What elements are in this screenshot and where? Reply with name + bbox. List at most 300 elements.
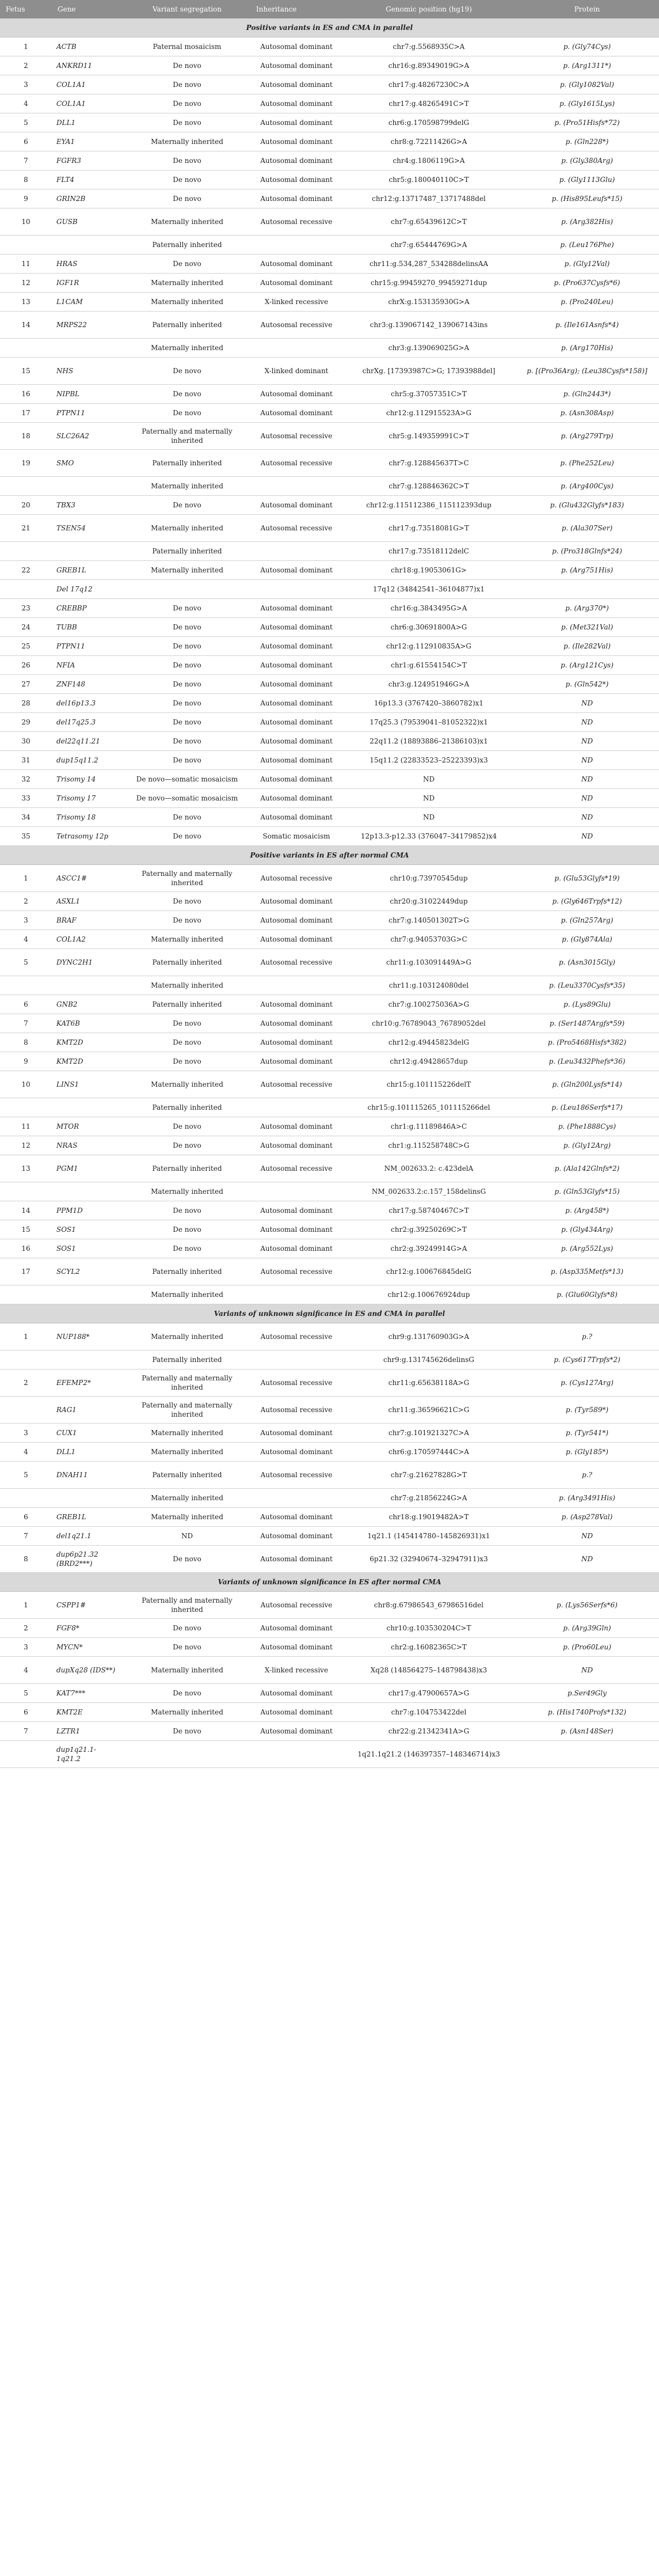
cell-inheritance: Autosomal dominant [250, 930, 342, 949]
table-row [0, 37, 659, 56]
cell-inheritance: Autosomal recessive [250, 1155, 342, 1182]
cell-inheritance [250, 1098, 342, 1117]
cell-protein: ND [515, 1527, 659, 1546]
cell-inheritance: Autosomal dominant [250, 892, 342, 911]
cell-fetus: 16 [0, 385, 52, 404]
header-row [0, 0, 659, 18]
cell-protein [515, 1741, 659, 1768]
header-inheritance: Inheritance [250, 0, 342, 18]
cell-inheritance: Autosomal dominant [250, 789, 342, 808]
cell-genomic-position: chr11:g.65638118A>G [342, 1369, 515, 1397]
cell-protein: p. (Arg170His) [515, 339, 659, 358]
cell-genomic-position: 1q21.1q21.2 (146397357–148346714)x3 [342, 1741, 515, 1768]
cell-genomic-position: NM_002633.2: c.423delA [342, 1155, 515, 1182]
cell-variant-segregation: Paternally inherited [124, 1258, 250, 1285]
cell-genomic-position: chr11:g.534,287_534288delinsAA [342, 255, 515, 274]
cell-fetus: 15 [0, 1220, 52, 1239]
table-row [0, 1462, 659, 1489]
cell-protein: p. (Asp278Val) [515, 1508, 659, 1527]
table-row [0, 1052, 659, 1071]
cell-variant-segregation: Maternally inherited [124, 1424, 250, 1443]
cell-inheritance: Autosomal dominant [250, 170, 342, 189]
cell-inheritance: Autosomal dominant [250, 255, 342, 274]
cell-protein: p. (Gly12Arg) [515, 1136, 659, 1155]
header-variant-segregation: Variant segregation [124, 0, 250, 18]
cell-gene: NHS [52, 358, 124, 385]
cell-inheritance: X-linked recessive [250, 1657, 342, 1684]
table-row [0, 1350, 659, 1369]
cell-variant-segregation: Maternally inherited [124, 930, 250, 949]
cell-protein: p. (Lys56Serfs*6) [515, 1592, 659, 1619]
cell-fetus: 5 [0, 1462, 52, 1489]
cell-gene: dup1q21.1-1q21.2 [52, 1741, 124, 1768]
cell-protein: p. (Leu186Serfs*17) [515, 1098, 659, 1117]
cell-gene: del1q21.1 [52, 1527, 124, 1546]
cell-protein: ND [515, 808, 659, 827]
cell-gene [52, 236, 124, 255]
cell-variant-segregation: Paternally and maternally inherited [124, 1592, 250, 1619]
table-row [0, 293, 659, 312]
cell-genomic-position: chr16:g.3843495G>A [342, 599, 515, 618]
cell-inheritance: Autosomal dominant [250, 911, 342, 930]
cell-fetus: 2 [0, 56, 52, 75]
cell-variant-segregation: De novo [124, 1546, 250, 1573]
cell-fetus: 1 [0, 1323, 52, 1350]
cell-protein: p. (Arg458*) [515, 1201, 659, 1220]
cell-genomic-position: 22q11.2 (18893886–21386103)x1 [342, 732, 515, 751]
cell-gene: SOS1 [52, 1220, 124, 1239]
cell-protein: p. (Pro637Cysfs*6) [515, 274, 659, 293]
cell-variant-segregation: De novo [124, 255, 250, 274]
table-row [0, 694, 659, 713]
cell-inheritance: Autosomal dominant [250, 1508, 342, 1527]
cell-genomic-position: chr6:g.170598799delG [342, 113, 515, 132]
cell-inheritance: Autosomal dominant [250, 732, 342, 751]
cell-variant-segregation [124, 580, 250, 599]
cell-gene [52, 477, 124, 496]
cell-protein: p. (Gly185*) [515, 1443, 659, 1462]
cell-protein: ND [515, 789, 659, 808]
cell-protein: p. (Pro240Leu) [515, 293, 659, 312]
cell-fetus: 6 [0, 1703, 52, 1722]
cell-variant-segregation: Paternally and maternally inherited [124, 1397, 250, 1424]
cell-genomic-position: chr7:g.128846362C>T [342, 477, 515, 496]
table-row [0, 1136, 659, 1155]
cell-variant-segregation: Maternally inherited [124, 1323, 250, 1350]
cell-gene [52, 542, 124, 561]
table-row [0, 1323, 659, 1350]
cell-fetus [0, 236, 52, 255]
cell-inheritance: Autosomal recessive [250, 1323, 342, 1350]
table-row [0, 404, 659, 423]
cell-fetus: 13 [0, 293, 52, 312]
cell-genomic-position: chr15:g.101115265_101115266del [342, 1098, 515, 1117]
cell-inheritance: Autosomal recessive [250, 208, 342, 236]
cell-gene: BRAF [52, 911, 124, 930]
cell-protein: p. (Ala307Ser) [515, 515, 659, 542]
cell-fetus: 4 [0, 930, 52, 949]
cell-inheritance: Autosomal dominant [250, 1239, 342, 1258]
table-row [0, 496, 659, 515]
cell-variant-segregation: Maternally inherited [124, 1657, 250, 1684]
cell-gene [52, 1489, 124, 1508]
cell-variant-segregation: Maternally inherited [124, 1443, 250, 1462]
cell-inheritance: Autosomal dominant [250, 561, 342, 580]
cell-protein [515, 580, 659, 599]
cell-gene: ANKRD11 [52, 56, 124, 75]
table-row [0, 976, 659, 995]
cell-genomic-position: chr5:g.149359991C>T [342, 423, 515, 450]
cell-inheritance: Autosomal dominant [250, 189, 342, 208]
cell-genomic-position: Xq28 (148564275–148798438)x3 [342, 1657, 515, 1684]
cell-variant-segregation: De novo [124, 599, 250, 618]
table-row [0, 1239, 659, 1258]
cell-gene: GREB1L [52, 1508, 124, 1527]
cell-genomic-position: chr11:g.36596621C>G [342, 1397, 515, 1424]
table-row [0, 1657, 659, 1684]
table-row [0, 1285, 659, 1304]
cell-variant-segregation: De novo [124, 1220, 250, 1239]
cell-genomic-position: ND [342, 770, 515, 789]
section-title: Positive variants in ES and CMA in parallel [0, 18, 659, 37]
header-genomic-position: Genomic position (hg19) [342, 0, 515, 18]
cell-fetus: 6 [0, 132, 52, 151]
cell-gene: del16p13.3 [52, 694, 124, 713]
cell-variant-segregation: De novo [124, 911, 250, 930]
table-row [0, 75, 659, 94]
cell-gene: IGF1R [52, 274, 124, 293]
table-row [0, 1619, 659, 1638]
cell-fetus: 7 [0, 1014, 52, 1033]
cell-gene: MYCN* [52, 1638, 124, 1657]
cell-genomic-position: chr5:g.37057351C>T [342, 385, 515, 404]
cell-fetus [0, 477, 52, 496]
cell-variant-segregation: De novo—somatic mosaicism [124, 789, 250, 808]
cell-genomic-position: chr10:g.103530204C>T [342, 1619, 515, 1638]
cell-variant-segregation: De novo [124, 1052, 250, 1071]
cell-variant-segregation: Maternally inherited [124, 515, 250, 542]
cell-genomic-position: chr9:g.131745626delinsG [342, 1350, 515, 1369]
cell-fetus: 33 [0, 789, 52, 808]
cell-inheritance: Autosomal dominant [250, 1033, 342, 1052]
table-row [0, 1220, 659, 1239]
cell-inheritance: Somatic mosaicism [250, 827, 342, 846]
cell-gene: CUX1 [52, 1424, 124, 1443]
cell-genomic-position: chr12:g.49445823delG [342, 1033, 515, 1052]
cell-gene: dup6p21.32 (BRD2***) [52, 1546, 124, 1573]
header-protein: Protein [515, 0, 659, 18]
cell-fetus: 35 [0, 827, 52, 846]
cell-gene: PTPN11 [52, 404, 124, 423]
cell-protein: p. (Ser1487Argfs*59) [515, 1014, 659, 1033]
table-row [0, 189, 659, 208]
cell-variant-segregation: De novo [124, 1201, 250, 1220]
cell-gene: CSPP1# [52, 1592, 124, 1619]
cell-fetus: 2 [0, 1619, 52, 1638]
section-title: Variants of unknown significance in ES and CMA in parallel [0, 1304, 659, 1323]
cell-fetus [0, 339, 52, 358]
cell-fetus: 6 [0, 1508, 52, 1527]
cell-gene [52, 1098, 124, 1117]
table-row [0, 542, 659, 561]
cell-variant-segregation: De novo [124, 1638, 250, 1657]
cell-inheritance: Autosomal dominant [250, 1052, 342, 1071]
cell-genomic-position: chr2:g.16082365C>T [342, 1638, 515, 1657]
cell-variant-segregation: Maternally inherited [124, 132, 250, 151]
cell-variant-segregation: De novo [124, 1619, 250, 1638]
cell-inheritance [250, 542, 342, 561]
table-row [0, 1155, 659, 1182]
table-row [0, 1527, 659, 1546]
cell-protein: p. (His1740Profs*132) [515, 1703, 659, 1722]
cell-fetus: 18 [0, 423, 52, 450]
cell-gene [52, 1285, 124, 1304]
cell-gene: TSEN54 [52, 515, 124, 542]
cell-genomic-position: chr11:g.103091449A>G [342, 949, 515, 976]
cell-protein: p. (Leu176Phe) [515, 236, 659, 255]
cell-fetus: 4 [0, 94, 52, 113]
table-row [0, 1684, 659, 1703]
table-row [0, 995, 659, 1014]
cell-inheritance: Autosomal dominant [250, 94, 342, 113]
cell-gene: DNAH11 [52, 1462, 124, 1489]
header-fetus: Fetus [0, 0, 52, 18]
cell-genomic-position: chr7:g.140501302T>G [342, 911, 515, 930]
cell-inheritance [250, 580, 342, 599]
cell-inheritance: Autosomal dominant [250, 385, 342, 404]
cell-inheritance: Autosomal dominant [250, 1638, 342, 1657]
cell-genomic-position: chr15:g.99459270_99459271dup [342, 274, 515, 293]
cell-protein: p. (Pro318Glnfs*24) [515, 542, 659, 561]
cell-variant-segregation: De novo [124, 675, 250, 694]
cell-genomic-position: chr17:g.47900657A>G [342, 1684, 515, 1703]
cell-genomic-position: chr17:g.73518112delC [342, 542, 515, 561]
cell-protein: p. (Lys89Glu) [515, 995, 659, 1014]
cell-protein: p. (Gly874Ala) [515, 930, 659, 949]
cell-inheritance: Autosomal dominant [250, 1443, 342, 1462]
cell-gene [52, 339, 124, 358]
cell-protein: p. (Cys617Trpfs*2) [515, 1350, 659, 1369]
cell-gene [52, 976, 124, 995]
cell-protein: p. (Pro51Hisfs*72) [515, 113, 659, 132]
cell-variant-segregation: De novo [124, 618, 250, 637]
cell-gene: TBX3 [52, 496, 124, 515]
cell-inheritance: Autosomal recessive [250, 515, 342, 542]
cell-fetus: 5 [0, 949, 52, 976]
table-row [0, 789, 659, 808]
cell-variant-segregation: De novo [124, 113, 250, 132]
table-row [0, 637, 659, 656]
cell-fetus: 1 [0, 1592, 52, 1619]
cell-gene: Del 17q12 [52, 580, 124, 599]
cell-gene: RAG1 [52, 1397, 124, 1424]
cell-variant-segregation: De novo [124, 1684, 250, 1703]
cell-gene: TUBB [52, 618, 124, 637]
cell-fetus: 12 [0, 274, 52, 293]
cell-inheritance: Autosomal dominant [250, 75, 342, 94]
cell-gene: ZNF148 [52, 675, 124, 694]
cell-protein: p. (Gly74Cys) [515, 37, 659, 56]
cell-fetus [0, 1489, 52, 1508]
table-row [0, 713, 659, 732]
table-row [0, 132, 659, 151]
cell-genomic-position: chr17:g.48267230C>A [342, 75, 515, 94]
cell-inheritance: Autosomal dominant [250, 37, 342, 56]
cell-genomic-position: chr7:g.100275036A>G [342, 995, 515, 1014]
cell-protein: ND [515, 770, 659, 789]
cell-protein: p. (Gln228*) [515, 132, 659, 151]
cell-fetus: 14 [0, 1201, 52, 1220]
cell-protein: p. (Arg751His) [515, 561, 659, 580]
cell-inheritance: Autosomal dominant [250, 618, 342, 637]
cell-fetus: 19 [0, 450, 52, 477]
cell-genomic-position: chr7:g.21627828G>T [342, 1462, 515, 1489]
cell-inheritance: Autosomal dominant [250, 1014, 342, 1033]
table-row [0, 580, 659, 599]
table-row [0, 751, 659, 770]
cell-inheritance [250, 1285, 342, 1304]
cell-gene: KMT2D [52, 1052, 124, 1071]
cell-fetus: 17 [0, 404, 52, 423]
cell-gene: KAT6B [52, 1014, 124, 1033]
cell-inheritance: Autosomal dominant [250, 694, 342, 713]
cell-gene: SLC26A2 [52, 423, 124, 450]
cell-inheritance: X-linked recessive [250, 293, 342, 312]
table-row [0, 1592, 659, 1619]
cell-gene: Tetrasomy 12p [52, 827, 124, 846]
cell-variant-segregation: Maternally inherited [124, 274, 250, 293]
cell-genomic-position: chr3:g.139067142_139067143ins [342, 312, 515, 339]
cell-inheritance: Autosomal dominant [250, 1619, 342, 1638]
table-row [0, 1703, 659, 1722]
cell-inheritance: Autosomal recessive [250, 1258, 342, 1285]
cell-gene: GUSB [52, 208, 124, 236]
cell-inheritance: Autosomal recessive [250, 1397, 342, 1424]
cell-genomic-position: chr10:g.73970545dup [342, 865, 515, 892]
cell-protein: p. (Arg279Trp) [515, 423, 659, 450]
cell-genomic-position: chrX:g.153135930G>A [342, 293, 515, 312]
table-row [0, 94, 659, 113]
cell-protein: p. (Leu3370Cysfs*35) [515, 976, 659, 995]
cell-inheritance: Autosomal recessive [250, 865, 342, 892]
cell-gene: KMT2D [52, 1033, 124, 1052]
cell-fetus: 2 [0, 1369, 52, 1397]
cell-genomic-position: chr11:g.103124080del [342, 976, 515, 995]
cell-inheritance [250, 236, 342, 255]
cell-fetus: 3 [0, 911, 52, 930]
table-row [0, 770, 659, 789]
cell-protein: p. (Gln53Glyfs*15) [515, 1182, 659, 1201]
cell-variant-segregation: De novo [124, 385, 250, 404]
table-row [0, 1071, 659, 1098]
cell-gene: EFEMP2* [52, 1369, 124, 1397]
cell-inheritance: Autosomal dominant [250, 1703, 342, 1722]
cell-inheritance: Autosomal recessive [250, 312, 342, 339]
cell-fetus: 1 [0, 37, 52, 56]
cell-inheritance: Autosomal recessive [250, 1592, 342, 1619]
table-body [0, 18, 659, 1768]
cell-variant-segregation: De novo [124, 827, 250, 846]
cell-fetus: 28 [0, 694, 52, 713]
cell-gene [52, 1182, 124, 1201]
cell-gene [52, 1350, 124, 1369]
cell-protein: ND [515, 1546, 659, 1573]
cell-protein: ND [515, 751, 659, 770]
cell-gene: FGF8* [52, 1619, 124, 1638]
cell-variant-segregation: Paternally inherited [124, 1350, 250, 1369]
cell-gene: NFIA [52, 656, 124, 675]
cell-inheritance: Autosomal recessive [250, 423, 342, 450]
cell-inheritance [250, 1489, 342, 1508]
cell-variant-segregation: Maternally inherited [124, 976, 250, 995]
cell-gene: FGFR3 [52, 151, 124, 170]
cell-inheritance: Autosomal dominant [250, 599, 342, 618]
cell-genomic-position: chr15:g.101115226delT [342, 1071, 515, 1098]
cell-inheritance [250, 976, 342, 995]
table-row [0, 599, 659, 618]
cell-genomic-position: chr12:g.115112386_115112393dup [342, 496, 515, 515]
cell-variant-segregation: De novo [124, 496, 250, 515]
cell-fetus: 10 [0, 208, 52, 236]
cell-genomic-position: 15q11.2 (22833523–25223393)x3 [342, 751, 515, 770]
cell-inheritance: Autosomal dominant [250, 1722, 342, 1741]
table-row [0, 208, 659, 236]
cell-gene: PTPN11 [52, 637, 124, 656]
cell-fetus [0, 580, 52, 599]
cell-variant-segregation: Maternally inherited [124, 208, 250, 236]
cell-inheritance: Autosomal recessive [250, 1071, 342, 1098]
cell-gene: LINS1 [52, 1071, 124, 1098]
cell-fetus: 29 [0, 713, 52, 732]
cell-gene: PPM1D [52, 1201, 124, 1220]
cell-genomic-position: chr12:g.49428657dup [342, 1052, 515, 1071]
cell-protein: p.? [515, 1462, 659, 1489]
cell-variant-segregation: Paternally inherited [124, 312, 250, 339]
cell-fetus: 2 [0, 892, 52, 911]
cell-variant-segregation: De novo [124, 656, 250, 675]
cell-protein: p. (Gly12Val) [515, 255, 659, 274]
cell-inheritance: Autosomal dominant [250, 56, 342, 75]
cell-genomic-position: 17q12 (34842541–36104877)x1 [342, 580, 515, 599]
cell-variant-segregation: De novo [124, 1136, 250, 1155]
cell-gene: GRIN2B [52, 189, 124, 208]
cell-protein: p. (Gly1615Lys) [515, 94, 659, 113]
cell-genomic-position: chr16:g.89349019G>A [342, 56, 515, 75]
table-row [0, 618, 659, 637]
cell-fetus: 25 [0, 637, 52, 656]
cell-genomic-position: chr12:g.100676845delG [342, 1258, 515, 1285]
cell-inheritance: Autosomal dominant [250, 274, 342, 293]
table-row [0, 911, 659, 930]
cell-inheritance: Autosomal recessive [250, 949, 342, 976]
cell-inheritance: Autosomal dominant [250, 637, 342, 656]
cell-variant-segregation: Paternally inherited [124, 542, 250, 561]
cell-gene: COL1A1 [52, 94, 124, 113]
cell-variant-segregation: De novo [124, 189, 250, 208]
cell-genomic-position: chr6:g.170597444C>A [342, 1443, 515, 1462]
cell-fetus: 9 [0, 1052, 52, 1071]
cell-protein: p. (Asn3015Gly) [515, 949, 659, 976]
cell-fetus: 3 [0, 1424, 52, 1443]
table-row [0, 1638, 659, 1657]
table-row [0, 1489, 659, 1508]
cell-genomic-position: chr7:g.94053703G>C [342, 930, 515, 949]
cell-genomic-position: chr1:g.61554154C>T [342, 656, 515, 675]
cell-genomic-position: 16p13.3 (3767420–3860782)x1 [342, 694, 515, 713]
cell-variant-segregation: De novo [124, 892, 250, 911]
cell-gene: Trisomy 14 [52, 770, 124, 789]
table-row [0, 339, 659, 358]
